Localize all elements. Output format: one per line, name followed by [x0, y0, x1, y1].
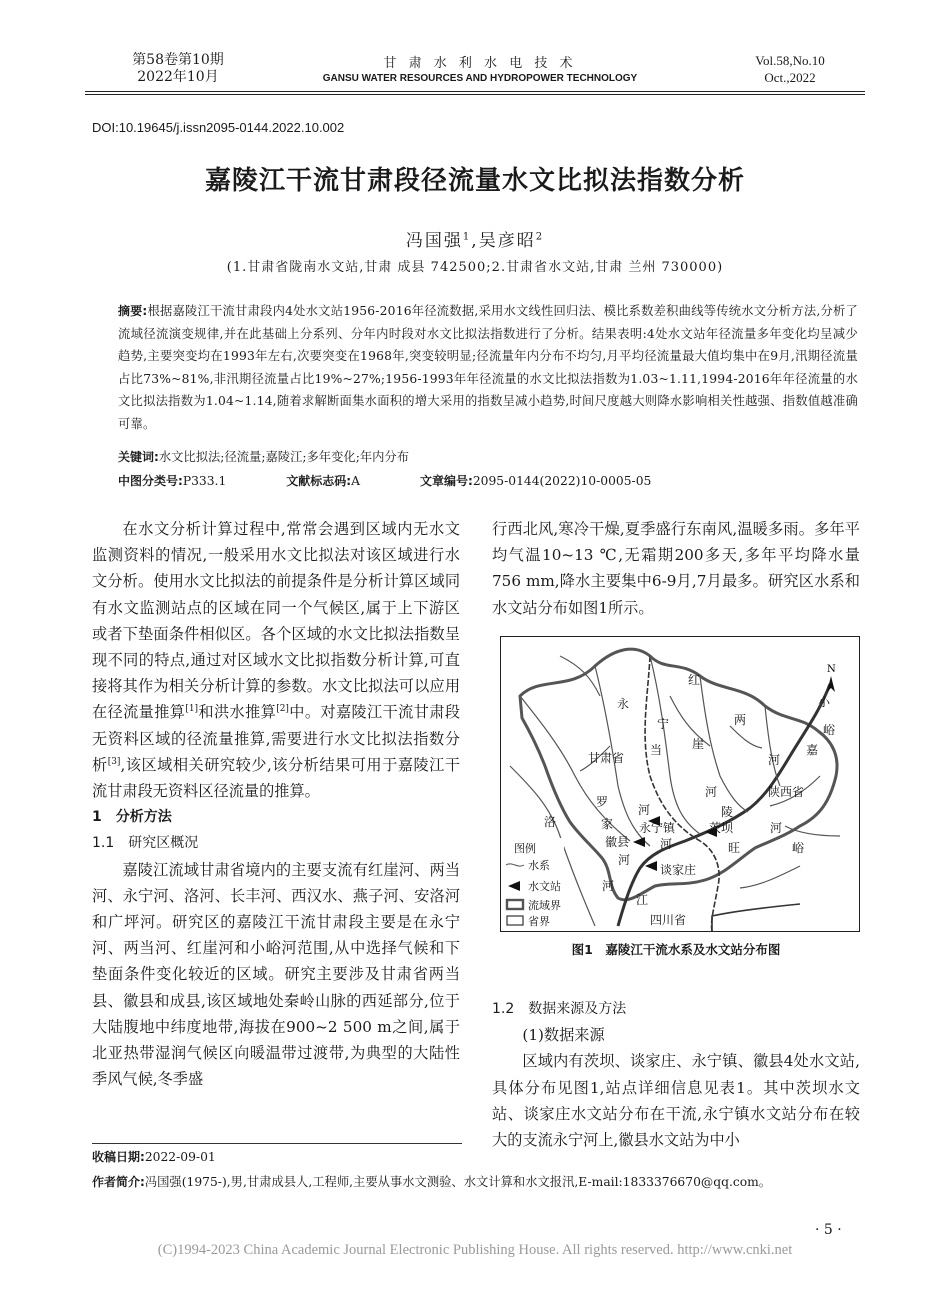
author-sep: ,: [471, 231, 479, 251]
clc-value: P333.1: [182, 474, 227, 488]
legend-basin: 流域界: [528, 899, 561, 912]
lbl-liang: 两: [734, 713, 747, 727]
data-source-paragraph: 区域内有茨坝、谈家庄、永宁镇、徽县4处水文站,具体分布见图1,站点详细信息见表1。其中茨坝水文站、谈家庄水文站分布在干流,永宁镇水文站分布在较大的支流永宁河上,徽县水文站为中小: [492, 1052, 860, 1150]
keywords-label: 关键词:: [118, 450, 159, 464]
journal-issue-zh: [118, 52, 238, 86]
legend-station: 水文站: [528, 880, 561, 893]
footnote-rule: [92, 1143, 462, 1144]
figure-1-map: [500, 636, 860, 932]
lbl-huiba: 茨坝: [709, 821, 734, 835]
author-1-affil: 1: [462, 231, 472, 243]
data-source-heading: (1)数据来源: [522, 1026, 605, 1045]
lbl-he3: 河: [660, 837, 673, 851]
doc-code-value: A: [351, 474, 360, 488]
keywords: [118, 447, 858, 465]
header-rule-thin: [85, 94, 865, 95]
legend-title: 图例: [514, 842, 536, 855]
author-2-affil: 2: [535, 231, 545, 243]
received-label: 收稿日期:: [92, 1150, 145, 1164]
lbl-he2: 河: [638, 803, 651, 817]
journal-name: [300, 52, 660, 84]
lbl-shaanxi: 陕西省: [768, 785, 805, 799]
body-left-column: [92, 516, 460, 1092]
paper-title: 嘉陵江干流甘肃段径流量水文比拟法指数分析: [204, 166, 745, 196]
lbl-he1: 河: [768, 753, 781, 767]
volume-issue: 第58卷第10期: [132, 52, 224, 68]
lbl-yong: 永: [617, 697, 630, 711]
lbl-tanjiazhuang: 谈家庄: [660, 863, 697, 877]
journal-issue-en: [740, 52, 840, 86]
lbl-he4: 河: [618, 853, 631, 867]
doc-code-label: 文献标志码:: [286, 474, 352, 488]
doi[interactable]: DOI:10.19645/j.issn2095-0144.2022.10.002: [92, 120, 345, 135]
received-value: 2022-09-01: [144, 1150, 216, 1164]
lbl-yongningzhen: 永宁镇: [639, 821, 676, 835]
legend-province: 省界: [528, 915, 550, 928]
body-right-top: [492, 516, 860, 621]
section-1-1-heading: 1.1 研究区概况: [92, 835, 199, 852]
lbl-hong: 红: [688, 673, 701, 687]
article-no-label: 文章编号:: [420, 474, 473, 488]
issue-date: 2022年10月: [137, 69, 219, 85]
affiliation: (1.甘肃省陇南水文站,甘肃 成县 742500;2.甘肃省水文站,甘肃 兰州 730000): [226, 260, 724, 275]
lbl-he-east: 河: [770, 821, 783, 835]
legend-river: 水系: [528, 859, 550, 872]
lbl-jia2: 家: [601, 817, 614, 831]
intro-text-c: 中。对嘉陵江干流甘肃段无资料区域的径流量推算,需要进行水文比拟法指数分析: [92, 703, 461, 774]
lbl-gansu: 甘肃省: [588, 751, 625, 765]
ref-3[interactable]: [3]: [107, 756, 121, 767]
authors: [0, 226, 950, 251]
lbl-ya: 崖: [692, 737, 705, 751]
lbl-luo: 洛: [544, 815, 557, 829]
volume-issue-en: Vol.58,No.10: [755, 53, 825, 68]
abstract: [118, 300, 858, 435]
lbl-jiang: 江: [636, 893, 649, 907]
lbl-he7: 河: [602, 879, 615, 893]
journal-name-zh: 甘 肃 水 利 水 电 技 术: [383, 56, 577, 71]
intro-text-b: 和洪水推算: [198, 703, 277, 722]
author-1: 冯国强: [405, 231, 463, 251]
lbl-wang: 旺: [728, 841, 741, 855]
lbl-dang: 当: [650, 743, 663, 757]
figure-1-caption: 图1 嘉陵江干流水系及水文站分布图: [571, 942, 781, 957]
received-date: [92, 1148, 216, 1165]
body-right-bottom: [492, 996, 860, 1153]
abstract-label: 摘要:: [118, 304, 148, 318]
north-label: N: [827, 664, 836, 675]
climate-paragraph: 行西北风,寒冷干燥,夏季盛行东南风,温暖多雨。多年平均气温10~13 ℃,无霜期200多天,多年平均降水量756 mm,降水主要集中6-9月,7月最多。研究区水系和水文站分布如图1所示。: [492, 520, 860, 617]
header-rule: [85, 91, 865, 92]
journal-name-en: GANSU WATER RESOURCES AND HYDROPOWER TECHNOLOGY: [322, 73, 638, 84]
abstract-text: 根据嘉陵江干流甘肃段内4处水文站1956-2016年径流数据,采用水文线性回归法、模比系数差积曲线等传统水文分析方法,分析了流域径流演变规律,并在此基础上分系列、分年内时段对水文比拟法指数进行了分析。结果表明:4处水文站年径流量多年变化均呈减少趋势,主要突变均在1993年左右,次要突变在1968年,突变较明显;径流量年内分布不均匀,月平均径流量最大值均集中在9月,汛期径流量占比73%~81%,非汛期径流量占比19%~27%;1956-1993年年径流量的水文比拟法指数为1.03~1.11,1994-2016年年径流量的水文比拟法指数为1.04~1.14,随着求解断面集水面积的增大采用的指数呈减小趋势,时间尺度越大则降水影响相关性越强、指数值越准确可靠。: [118, 304, 858, 431]
intro-text-d: ,该区域相关研究较少,该分析结果可用于嘉陵江干流甘肃段无资料区径流量的推算。: [92, 755, 461, 801]
lbl-ning: 宁: [657, 717, 670, 731]
map-legend: [504, 838, 564, 928]
lbl-he5: 河: [705, 785, 718, 799]
issue-date-en: Oct.,2022: [764, 70, 816, 85]
copyright-watermark: (C)1994-2023 China Academic Journal Electronic Publishing House. All rights reserved. http://www.cnki.net: [157, 1242, 793, 1258]
classification: [118, 472, 858, 489]
ref-2[interactable]: [2]: [276, 704, 289, 715]
section-1-2-heading: 1.2 数据来源及方法: [492, 1001, 627, 1017]
lbl-yu: 峪: [823, 723, 836, 737]
author-2: 吴彦昭: [478, 231, 536, 251]
study-area-paragraph: 嘉陵江流域甘肃省境内的主要支流有红崖河、两当河、永宁河、洛河、长丰河、西汉水、燕子河、安洛河和广坪河。研究区的嘉陵江干流甘肃段主要是在永宁河、两当河、红崖河和小峪河范围,从中选择气候和下垫面条件变化较近的区域。研究主要涉及甘肃省两当县、徽县和成县,该区域地处秦岭山脉的西延部分,位于大陆腹地中纬度地带,海拔在900~2 500 m之间,属于北亚热带湿润气候区向暖温带过渡带,为典型的大陆性季风气候,冬季盛: [92, 860, 460, 1089]
intro-text-a: 在水文分析计算过程中,常常会遇到区域内无水文监测资料的情况,一般采用水文比拟法对该区域进行水文分析。使用水文比拟法的前提条件是分析计算区域同有水文监测站点的区域在同一个气候区,属于上下游区或者下垫面条件相似区。各个区域的水文比拟法指数呈现不同的特点,通过对区域水文比拟指数分析计算,可直接将其作为相关分析计算的参数。水文比拟法可以应用在径流量推算: [92, 520, 460, 722]
section-1-heading: 1 分析方法: [92, 809, 172, 826]
lbl-sichuan: 四川省: [650, 913, 687, 927]
lbl-xiao: 小: [818, 695, 831, 709]
keywords-text: 水文比拟法;径流量;嘉陵江;多年变化;年内分布: [158, 450, 410, 464]
ref-1[interactable]: [1]: [185, 704, 199, 715]
page-number: · 5 ·: [815, 1222, 842, 1238]
lbl-ling: 陵: [721, 805, 734, 819]
author-bio-label: 作者简介:: [92, 1175, 145, 1189]
intro-paragraph: [92, 516, 460, 804]
author-bio-text: 冯国强(1975-),男,甘肃成县人,工程师,主要从事水文测验、水文计算和水文报汛,E-mail:1833376670@qq.com。: [144, 1175, 772, 1189]
author-bio: [92, 1172, 872, 1190]
lbl-luo-r: 罗: [596, 795, 609, 809]
lbl-yu2: 峪: [792, 841, 805, 855]
clc-label: 中图分类号:: [118, 474, 183, 488]
lbl-jia: 嘉: [806, 743, 819, 757]
lbl-huixian: 徽县: [605, 835, 630, 849]
article-no-value: 2095-0144(2022)10-0005-05: [472, 474, 652, 488]
